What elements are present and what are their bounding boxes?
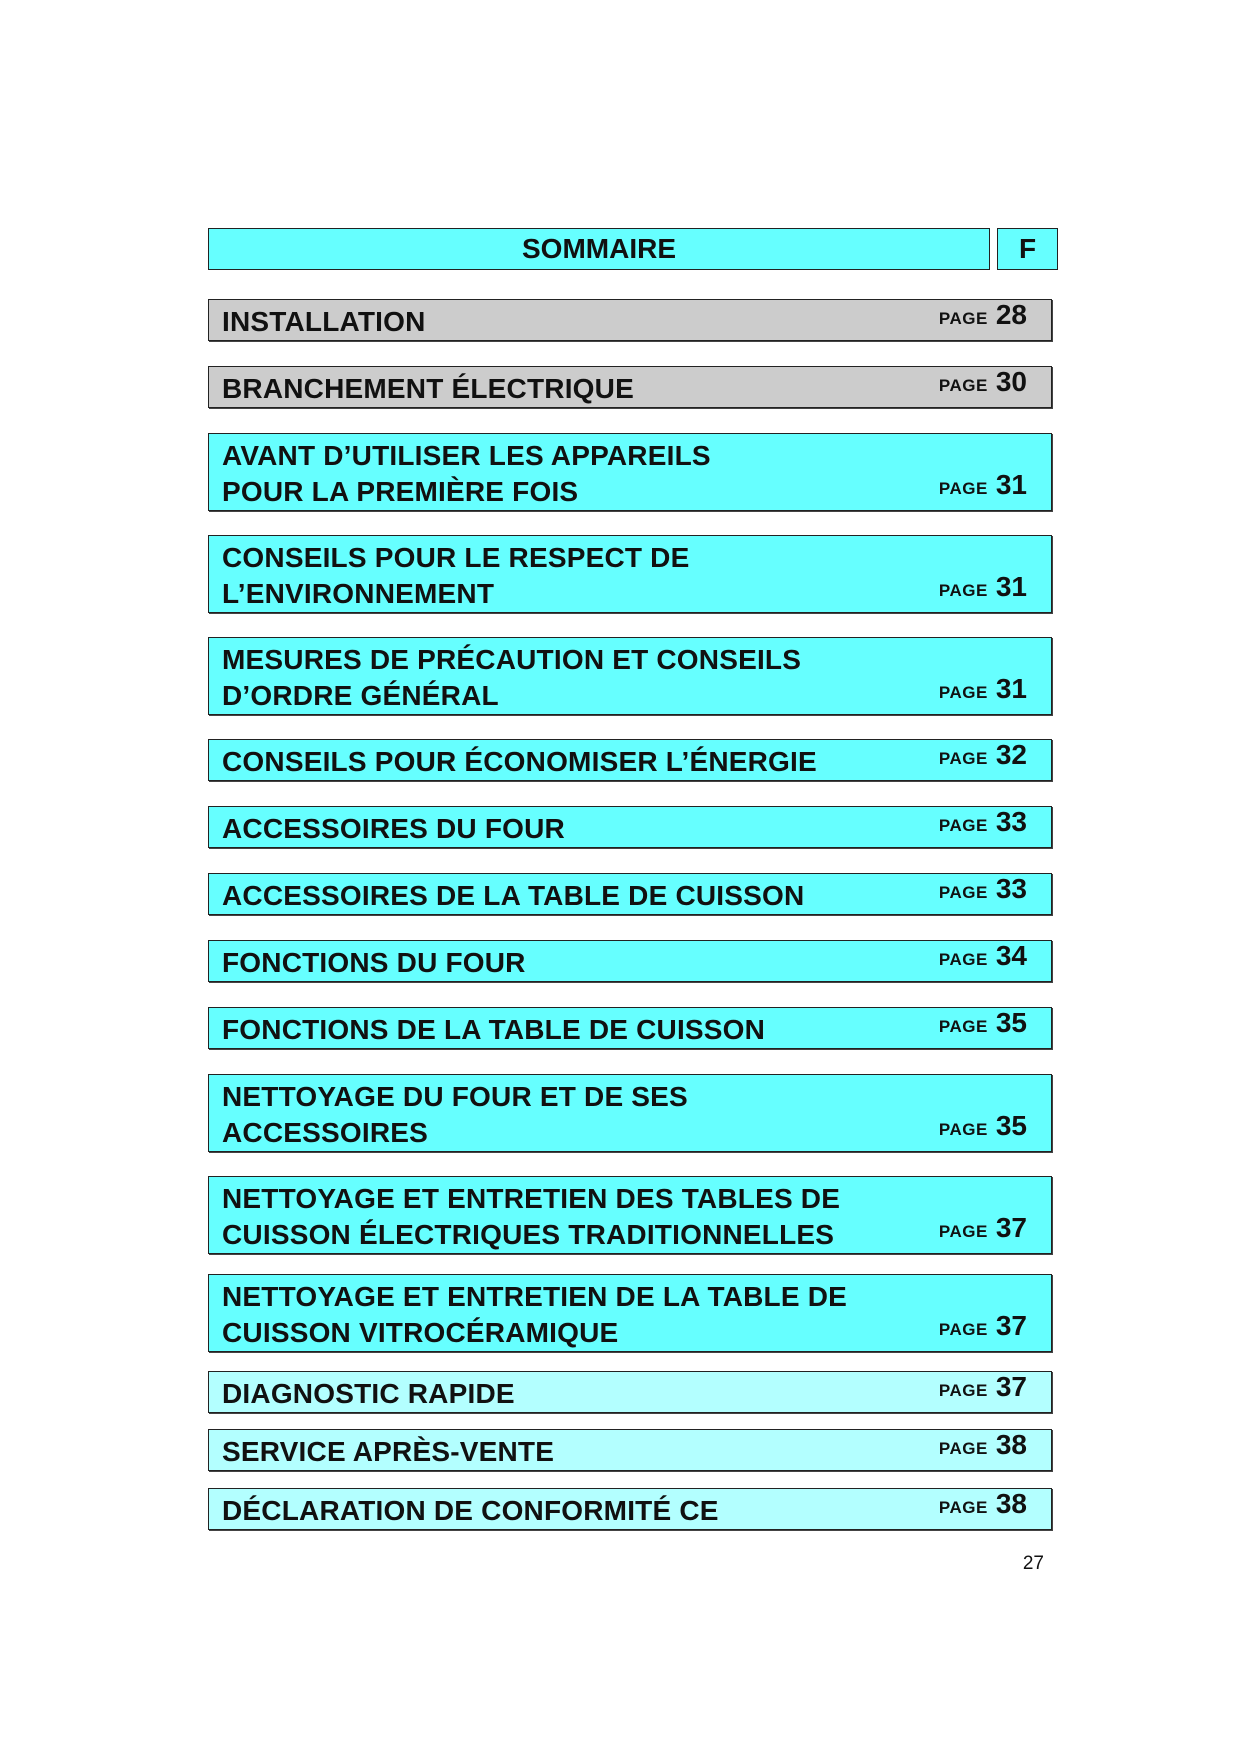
toc-entry-energie[interactable] <box>208 739 1052 781</box>
page-word: PAGE <box>938 309 988 328</box>
toc-entry-accessoires-four[interactable] <box>208 806 1052 848</box>
page-word: PAGE <box>938 1498 988 1517</box>
page-word: PAGE <box>938 1017 988 1036</box>
page-word: PAGE <box>938 1439 988 1458</box>
page-word: PAGE <box>938 1222 988 1241</box>
toc-entry-label: ACCESSOIRES DE LA TABLE DE CUISSON <box>222 880 805 911</box>
page-word: PAGE <box>938 479 988 498</box>
toc-entry-avant-utiliser[interactable] <box>208 433 1052 511</box>
toc-entry-precaution[interactable] <box>208 637 1052 715</box>
page-word: PAGE <box>938 581 988 600</box>
page-number-ref: 30 <box>995 366 1027 397</box>
page-word: PAGE <box>938 1120 988 1139</box>
toc-entry-label: FONCTIONS DE LA TABLE DE CUISSON <box>222 1014 766 1045</box>
toc-entry-label: CONSEILS POUR LE RESPECT DE L’ENVIRONNEMENT <box>222 542 690 609</box>
page-word: PAGE <box>938 883 988 902</box>
toc-entry-label: BRANCHEMENT ÉLECTRIQUE <box>222 373 634 404</box>
toc-entry-declaration[interactable] <box>208 1488 1052 1530</box>
toc-entry-label: NETTOYAGE ET ENTRETIEN DES TABLES DE CUISSON ÉLECTRIQUES TRADITIONNELLES <box>222 1183 841 1250</box>
toc-entry-label: CONSEILS POUR ÉCONOMISER L’ÉNERGIE <box>222 746 817 777</box>
toc-entry-fonctions-table[interactable] <box>208 1007 1052 1049</box>
toc-entry-accessoires-table[interactable] <box>208 873 1052 915</box>
page-word: PAGE <box>938 950 988 969</box>
toc-title <box>208 228 990 270</box>
page-number-ref: 31 <box>995 673 1027 704</box>
page-number-ref: 37 <box>995 1212 1027 1243</box>
toc-entry-nettoyage-four[interactable] <box>208 1074 1052 1152</box>
toc-entry-label: SERVICE APRÈS-VENTE <box>222 1436 555 1467</box>
toc-entry-installation[interactable] <box>208 299 1052 341</box>
toc-entry-label: AVANT D’UTILISER LES APPAREILS POUR LA PREMIÈRE FOIS <box>222 440 711 507</box>
toc-entry-fonctions-four[interactable] <box>208 940 1052 982</box>
toc-entry-branchement[interactable] <box>208 366 1052 408</box>
page-number-ref: 31 <box>995 571 1027 602</box>
toc-entry-label: DIAGNOSTIC RAPIDE <box>222 1378 515 1409</box>
toc-entry-label: NETTOYAGE DU FOUR ET DE SES ACCESSOIRES <box>222 1081 688 1148</box>
page-word: PAGE <box>938 683 988 702</box>
page-number-ref: 33 <box>995 806 1027 837</box>
page-number-ref: 35 <box>995 1110 1027 1141</box>
page-number-ref: 28 <box>995 299 1027 330</box>
page-word: PAGE <box>938 1381 988 1400</box>
toc-entry-nettoyage-tables-electriques[interactable] <box>208 1176 1052 1254</box>
page-number-ref: 38 <box>995 1488 1027 1519</box>
toc-entry-environnement[interactable] <box>208 535 1052 613</box>
page-number-ref: 38 <box>995 1429 1027 1460</box>
page-word: PAGE <box>938 749 988 768</box>
page-number-ref: 37 <box>995 1310 1027 1341</box>
page-word: PAGE <box>938 816 988 835</box>
language-badge <box>997 228 1058 270</box>
toc-entry-label: MESURES DE PRÉCAUTION ET CONSEILS D’ORDRE GÉNÉRAL <box>222 644 802 711</box>
toc-title-text: SOMMAIRE <box>522 233 676 264</box>
page-number-ref: 35 <box>995 1007 1027 1038</box>
toc-entry-label: INSTALLATION <box>222 306 426 337</box>
toc-entry-label: DÉCLARATION DE CONFORMITÉ CE <box>222 1495 719 1526</box>
toc-entry-diagnostic[interactable] <box>208 1371 1052 1413</box>
page-number-ref: 34 <box>995 940 1027 971</box>
page-number-ref: 33 <box>995 873 1027 904</box>
toc-entry-label: FONCTIONS DU FOUR <box>222 947 526 978</box>
toc-entry-nettoyage-vitroceramique[interactable] <box>208 1274 1052 1352</box>
page-number-ref: 32 <box>995 739 1027 770</box>
page-number-ref: 37 <box>995 1371 1027 1402</box>
page-number: 27 <box>1022 1553 1044 1574</box>
language-code: F <box>1018 233 1037 264</box>
page-number-ref: 31 <box>995 469 1027 500</box>
page-word: PAGE <box>938 1320 988 1339</box>
toc-entry-label: NETTOYAGE ET ENTRETIEN DE LA TABLE DE CUISSON VITROCÉRAMIQUE <box>222 1281 848 1348</box>
toc-entry-service[interactable] <box>208 1429 1052 1471</box>
page-word: PAGE <box>938 376 988 395</box>
toc-entry-label: ACCESSOIRES DU FOUR <box>222 813 565 844</box>
